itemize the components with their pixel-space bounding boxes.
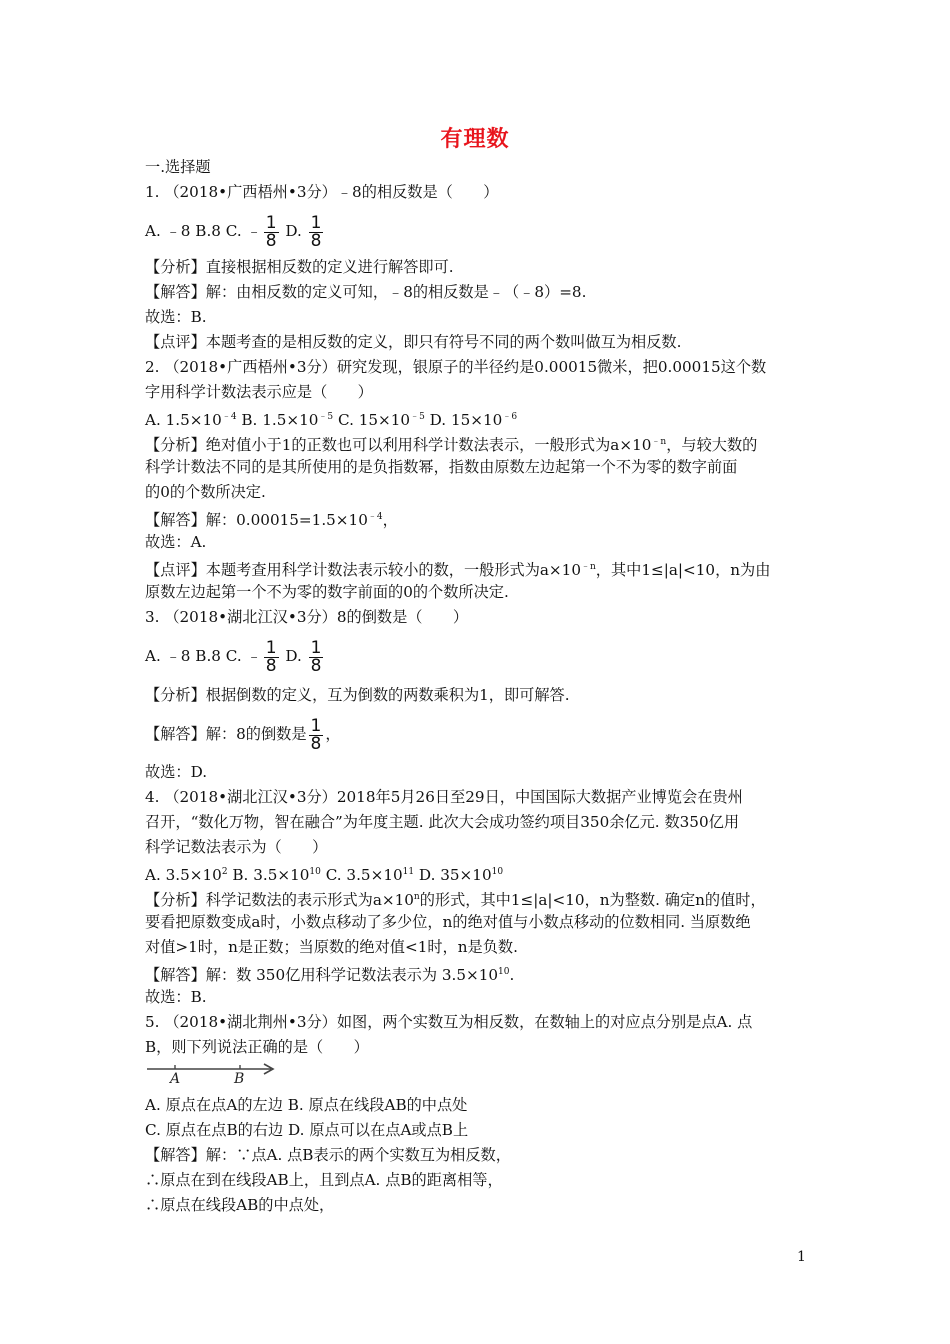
- section-heading: 一.选择题: [145, 158, 211, 176]
- q5-answer-line2: ∴原点在到在线段AB上，且到点A. 点B的距离相等，: [145, 1171, 503, 1189]
- q5-answer-line1: 【解答】解：∵点A. 点B表示的两个实数互为相反数，: [145, 1146, 511, 1164]
- fraction-denominator: 8: [310, 655, 322, 676]
- q3-answer-text: 【解答】解：8的倒数是: [145, 725, 307, 743]
- fraction-denominator: 8: [265, 230, 277, 251]
- q2-option-a: A. 1.5×10: [145, 411, 222, 429]
- q4-option-d-exponent: 10: [491, 867, 504, 877]
- q1-option-c-fraction: [264, 212, 279, 251]
- q2-comment-exponent: ﹣n: [580, 562, 596, 572]
- q2-comment-line2: 原数左边起第一个不为零的数字前面的0的个数所决定.: [145, 583, 509, 601]
- q4-analysis-text: 【分析】科学记数法的表示形式为a×10: [145, 891, 414, 909]
- q2-answer-text: 【解答】解：0.00015=1.5×10: [145, 511, 368, 529]
- q4-options: [145, 861, 503, 886]
- q3-analysis: 【分析】根据倒数的定义，互为倒数的两数乘积为1，即可解答.: [145, 686, 570, 704]
- q5-options-line2: C. 原点在点B的右边 D. 原点可以在点A或点B上: [145, 1121, 469, 1139]
- q3-option-d-fraction: [309, 637, 324, 676]
- q3-answer: [145, 716, 341, 753]
- q1-options: [145, 213, 325, 250]
- q4-option-b-exponent: 10: [309, 867, 321, 877]
- q4-answer-end: .: [509, 966, 515, 984]
- q2-answer-exponent: ﹣4: [367, 512, 383, 522]
- q2-stem-line2: 字用科学计数法表示应是（ ）: [145, 383, 373, 401]
- q5-stem-line2: B，则下列说法正确的是（ ）: [145, 1038, 369, 1056]
- q4-answer-text: 【解答】解：数 350亿用科学记数法表示为 3.5×10: [145, 966, 499, 984]
- q4-answer: [145, 961, 514, 986]
- q3-answer-fraction: [309, 715, 324, 754]
- q2-analysis-line3: 的0的个数所决定.: [145, 483, 266, 501]
- fraction-numerator: 1: [265, 212, 277, 233]
- q1-options-ab: A. ﹣8 B.8 C.: [145, 222, 247, 240]
- q2-choice: 故选：A.: [145, 533, 207, 551]
- q4-analysis-line1: [145, 886, 766, 911]
- fraction-numerator: 1: [310, 637, 322, 658]
- q3-choice: 故选：D.: [145, 763, 208, 781]
- q4-option-b: B. 3.5×10: [227, 866, 310, 884]
- page-number: 1: [797, 1249, 806, 1265]
- q1-option-c-sign: ﹣: [246, 222, 262, 240]
- q2-option-c: C. 15×10: [333, 411, 411, 429]
- q1-option-d-label: D.: [280, 222, 307, 240]
- q1-option-d-fraction: [309, 212, 324, 251]
- q2-answer-end: ，: [382, 511, 398, 529]
- q2-analysis-text-end: ，与较大数的: [666, 436, 758, 454]
- q2-analysis-line1: [145, 431, 757, 456]
- fraction-numerator: 1: [310, 715, 322, 736]
- q2-option-d: D. 15×10: [424, 411, 503, 429]
- q4-option-a-exponent: 2: [221, 867, 228, 877]
- q5-options-line1: A. 原点在点A的左边 B. 原点在线段AB的中点处: [145, 1096, 468, 1114]
- q4-choice: 故选：B.: [145, 988, 207, 1006]
- q4-option-c-exponent: 11: [402, 867, 415, 877]
- q4-analysis-exponent: n: [413, 892, 420, 902]
- q2-comment-text: 【点评】本题考查用科学计数法表示较小的数，一般形式为a×10: [145, 561, 581, 579]
- point-a-label: A: [170, 1071, 181, 1086]
- q2-analysis-exponent: ﹣n: [651, 437, 667, 447]
- q2-stem-line1: 2. （2018•广西梧州•3分）研究发现，银原子的半径约是0.00015微米，把0.00015这个数: [145, 358, 767, 376]
- q3-options: [145, 638, 325, 675]
- q2-options: [145, 406, 517, 431]
- q3-answer-end: ，: [325, 725, 341, 743]
- q2-comment-line1: [145, 556, 770, 581]
- q2-comment-text-end: ，其中1≤|a|<10，n为由: [595, 561, 771, 579]
- q3-stem: 3. （2018•湖北江汉•3分）8的倒数是（ ）: [145, 608, 469, 626]
- q1-analysis: 【分析】直接根据相反数的定义进行解答即可.: [145, 258, 454, 276]
- q4-option-d: D. 35×10: [414, 866, 492, 884]
- q1-answer: 【解答】解：由相反数的定义可知，﹣8的相反数是﹣（﹣8）=8.: [145, 283, 587, 301]
- q2-option-a-exponent: ﹣4: [221, 412, 237, 422]
- number-line-figure: [145, 1060, 280, 1086]
- q3-options-ab: A. ﹣8 B.8 C.: [145, 647, 247, 665]
- q3-option-c-sign: ﹣: [246, 647, 262, 665]
- q4-answer-exponent: 10: [498, 967, 510, 977]
- q5-stem-line1: 5. （2018•湖北荆州•3分）如图，两个实数互为相反数，在数轴上的对应点分别是点A. 点: [145, 1013, 753, 1031]
- q1-comment: 【点评】本题考查的是相反数的定义，即只有符号不同的两个数叫做互为相反数.: [145, 333, 682, 351]
- q4-stem-line3: 科学记数法表示为（ ）: [145, 838, 328, 856]
- q4-stem-line2: 召开，“数化万物，智在融合”为年度主题. 此次大会成功签约项目350余亿元. 数350亿用: [145, 813, 740, 831]
- q1-stem: 1. （2018•广西梧州•3分）﹣8的相反数是（ ）: [145, 183, 499, 201]
- q2-option-b: B. 1.5×10: [236, 411, 319, 429]
- q4-analysis-line2: 要看把原数变成a时，小数点移动了多少位，n的绝对值与小数点移动的位数相同. 当原数绝: [145, 913, 751, 931]
- fraction-denominator: 8: [310, 733, 322, 754]
- q2-option-c-exponent: ﹣5: [410, 412, 425, 422]
- q4-stem-line1: 4. （2018•湖北江汉•3分）2018年5月26日至29日，中国国际大数据产业博览会在贵州: [145, 788, 743, 806]
- q5-answer-line3: ∴原点在线段AB的中点处，: [145, 1196, 335, 1214]
- fraction-numerator: 1: [265, 637, 277, 658]
- q1-choice: 故选：B.: [145, 308, 207, 326]
- q4-analysis-text-end: 的形式，其中1≤|a|<10，n为整数. 确定n的值时，: [419, 891, 766, 909]
- fraction-denominator: 8: [265, 655, 277, 676]
- q3-option-d-label: D.: [280, 647, 307, 665]
- q2-analysis-line2: 科学计数法不同的是其所使用的是负指数幂，指数由原数左边起第一个不为零的数字前面: [145, 458, 738, 476]
- q2-option-b-exponent: ﹣5: [318, 412, 334, 422]
- page-title: 有理数: [440, 127, 510, 152]
- fraction-denominator: 8: [310, 230, 322, 251]
- q3-option-c-fraction: [264, 637, 279, 676]
- q4-option-c: C. 3.5×10: [320, 866, 403, 884]
- q2-answer: [145, 506, 398, 531]
- fraction-numerator: 1: [310, 212, 322, 233]
- point-b-label: B: [234, 1071, 245, 1086]
- q4-option-a: A. 3.5×10: [145, 866, 222, 884]
- q4-analysis-line3: 对值>1时，n是正数；当原数的绝对值<1时，n是负数.: [145, 938, 518, 956]
- q2-option-d-exponent: ﹣6: [502, 412, 518, 422]
- q2-analysis-text: 【分析】绝对值小于1的正数也可以利用科学计数法表示，一般形式为a×10: [145, 436, 652, 454]
